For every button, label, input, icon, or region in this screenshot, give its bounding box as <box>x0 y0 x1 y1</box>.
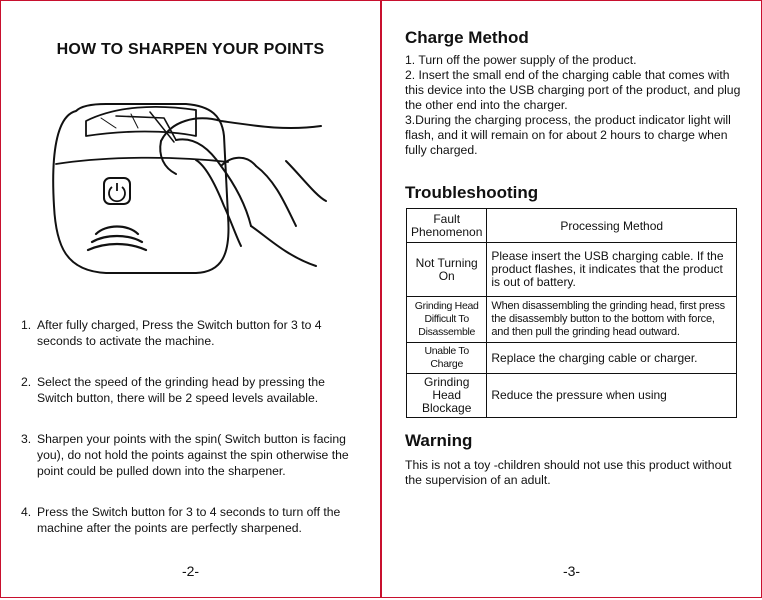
sharpener-illustration <box>46 96 331 281</box>
step-text: Sharpen your points with the spin( Switch button is facing you), do not hold the points against the spin otherwise the point could be pulled down into the sharpener. <box>37 432 349 478</box>
fault-cell: Grinding Head Difficult To Disassemble <box>407 297 487 343</box>
vibration-waves-icon <box>88 227 146 251</box>
right-page <box>381 0 762 598</box>
charge-line-3: 3.During the charging process, the product indicator light will flash, and it will remain on for about 2 hours to charge when fully charged. <box>405 113 731 157</box>
header-method: Processing Method <box>487 209 737 243</box>
fault-cell: Unable To Charge <box>407 343 487 374</box>
troubleshooting-table <box>406 208 737 418</box>
page-title: HOW TO SHARPEN YOUR POINTS <box>56 41 325 58</box>
warning-heading: Warning <box>405 431 473 450</box>
step-number: 2. <box>21 375 32 389</box>
step-text: Press the Switch button for 3 to 4 seconds to turn off the machine after the points are perfectly sharpened. <box>37 505 341 535</box>
table-header-row <box>407 209 737 243</box>
troubleshooting-heading-wrap <box>405 183 743 203</box>
warning-text: This is not a toy -children should not use this product without the supervision of an adult. <box>405 458 732 487</box>
fault-cell: Grinding Head Blockage <box>407 374 487 418</box>
step-2 <box>21 374 362 406</box>
step-number: 1. <box>21 318 32 332</box>
troubleshooting-heading: Troubleshooting <box>405 183 539 202</box>
page-number: -3- <box>562 563 581 579</box>
step-number: 4. <box>21 505 32 519</box>
table-row <box>407 343 737 374</box>
step-number: 3. <box>21 432 32 446</box>
step-4 <box>21 504 362 536</box>
left-page <box>0 0 381 598</box>
method-cell: Reduce the pressure when using <box>487 374 737 418</box>
header-fault: Fault Phenomenon <box>407 209 487 243</box>
step-text: Select the speed of the grinding head by pressing the Switch button, there will be 2 speed levels available. <box>37 375 325 405</box>
step-text: After fully charged, Press the Switch button for 3 to 4 seconds to activate the machine. <box>37 318 322 348</box>
method-cell: Replace the charging cable or charger. <box>487 343 737 374</box>
step-1 <box>21 317 362 349</box>
charge-line-1: 1. Turn off the power supply of the product. <box>405 53 637 67</box>
table-row <box>407 374 737 418</box>
fault-cell: Not Turning On <box>407 243 487 297</box>
charge-heading: Charge Method <box>405 28 529 47</box>
method-cell: Please insert the USB charging cable. If the product flashes, it indicates that the product is out of battery. <box>487 243 737 297</box>
power-button-icon <box>104 178 130 204</box>
table-row <box>407 243 737 297</box>
method-cell: When disassembling the grinding head, first press the disassembly button to the bottom with force, and then pull the grinding head outward. <box>487 297 737 343</box>
table-row <box>407 297 737 343</box>
step-3 <box>21 431 362 479</box>
page-number: -2- <box>181 563 200 579</box>
warning-section <box>405 431 743 488</box>
charge-line-2: 2. Insert the small end of the charging cable that comes with this device into the USB charging port of the product, and plug the other end into the charger. <box>405 68 741 112</box>
charge-section <box>405 28 743 158</box>
